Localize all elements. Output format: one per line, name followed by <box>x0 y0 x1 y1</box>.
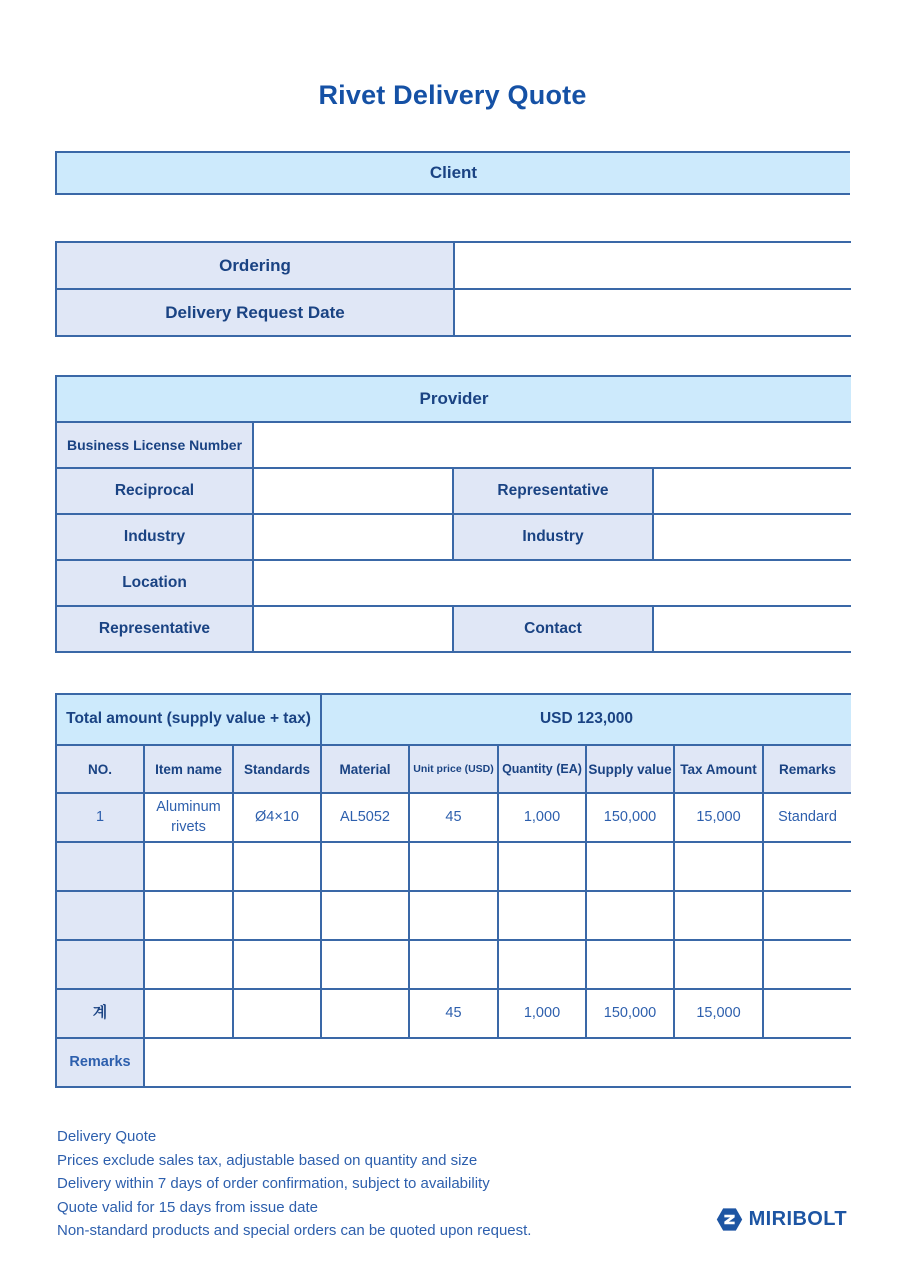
table-row <box>56 560 851 606</box>
col-header-unit-price: Unit price (USD) <box>409 745 498 793</box>
sum-row <box>56 989 851 1038</box>
note-line: Non-standard products and special orders can be quoted upon request. <box>57 1222 532 1239</box>
table-row <box>56 606 851 652</box>
col-header-tax-amount: Tax Amount <box>674 745 763 793</box>
item-name-cell <box>144 940 233 989</box>
representative-value-cell <box>653 468 851 514</box>
item-remarks-cell: Standard <box>763 793 851 842</box>
table-row <box>56 242 851 289</box>
item-standards-cell <box>233 891 321 940</box>
sum-quantity-cell: 1,000 <box>498 989 586 1038</box>
col-header-item-name: Item name <box>144 745 233 793</box>
representative-value-cell-2 <box>253 606 453 652</box>
industry-label-2: Industry <box>453 514 653 560</box>
item-row <box>56 940 851 989</box>
item-row <box>56 891 851 940</box>
industry-label: Industry <box>56 514 253 560</box>
item-tax-amount-cell <box>674 842 763 891</box>
item-material-cell <box>321 940 409 989</box>
hex-nut-bolt-icon <box>716 1207 743 1232</box>
table-row <box>56 468 851 514</box>
reciprocal-value-cell <box>253 468 453 514</box>
location-label: Location <box>56 560 253 606</box>
col-header-quantity: Quantity (EA) <box>498 745 586 793</box>
ordering-value-cell <box>454 242 851 289</box>
item-row <box>56 793 851 842</box>
item-material-cell: AL5052 <box>321 793 409 842</box>
delivery-request-date-value-cell <box>454 289 851 336</box>
note-line: Delivery within 7 days of order confirmation, subject to availability <box>57 1175 490 1192</box>
item-unit-price-cell <box>409 940 498 989</box>
note-line: Delivery Quote <box>57 1128 157 1145</box>
item-supply-value-cell <box>586 842 674 891</box>
item-quantity-cell <box>498 842 586 891</box>
item-material-cell <box>321 891 409 940</box>
remarks-label: Remarks <box>56 1038 144 1087</box>
table-row <box>56 514 851 560</box>
sum-item-name-cell <box>144 989 233 1038</box>
item-name-cell <box>144 891 233 940</box>
item-supply-value-cell <box>586 891 674 940</box>
contact-value-cell <box>653 606 851 652</box>
item-quantity-cell <box>498 940 586 989</box>
item-standards-cell: Ø4×10 <box>233 793 321 842</box>
quote-items-table <box>55 693 851 1088</box>
col-header-no: NO. <box>56 745 144 793</box>
item-no-cell <box>56 940 144 989</box>
item-tax-amount-cell <box>674 891 763 940</box>
col-header-material: Material <box>321 745 409 793</box>
sum-label-cell: 계 <box>56 989 144 1038</box>
item-tax-amount-cell: 15,000 <box>674 793 763 842</box>
col-header-remarks: Remarks <box>763 745 851 793</box>
item-unit-price-cell <box>409 842 498 891</box>
item-no-cell <box>56 842 144 891</box>
business-license-number-label: Business License Number <box>56 422 253 468</box>
item-name-cell: Aluminum rivets <box>144 793 233 842</box>
business-license-number-value-cell <box>253 422 851 468</box>
item-no-cell: 1 <box>56 793 144 842</box>
representative-label: Representative <box>453 468 653 514</box>
item-name-cell <box>144 842 233 891</box>
item-remarks-cell <box>763 842 851 891</box>
provider-section-header: Provider <box>56 376 851 422</box>
item-row <box>56 842 851 891</box>
brand-logo <box>716 1207 847 1232</box>
ordering-label: Ordering <box>56 242 454 289</box>
sum-supply-value-cell: 150,000 <box>586 989 674 1038</box>
note-line: Prices exclude sales tax, adjustable based on quantity and size <box>57 1151 478 1169</box>
sum-material-cell <box>321 989 409 1038</box>
item-unit-price-cell <box>409 891 498 940</box>
provider-info-table <box>55 375 851 653</box>
sum-tax-amount-cell: 15,000 <box>674 989 763 1038</box>
remarks-row <box>56 1038 851 1087</box>
col-header-supply-value: Supply value <box>586 745 674 793</box>
client-info-table <box>55 241 851 337</box>
brand-name: MIRIBOLT <box>748 1208 847 1230</box>
note-line: Quote valid for 15 days from issue date <box>57 1198 318 1216</box>
item-tax-amount-cell <box>674 940 763 989</box>
table-row <box>56 422 851 468</box>
item-remarks-cell <box>763 891 851 940</box>
page-title: Rivet Delivery Quote <box>318 80 587 110</box>
item-quantity-cell <box>498 891 586 940</box>
table-row <box>56 376 851 422</box>
representative-label-2: Representative <box>56 606 253 652</box>
item-standards-cell <box>233 940 321 989</box>
contact-label: Contact <box>453 606 653 652</box>
item-supply-value-cell: 150,000 <box>586 793 674 842</box>
total-amount-row <box>56 694 851 745</box>
remarks-value-cell <box>144 1038 851 1087</box>
total-amount-label: Total amount (supply value + tax) <box>56 694 321 745</box>
item-remarks-cell <box>763 940 851 989</box>
sum-unit-price-cell: 45 <box>409 989 498 1038</box>
reciprocal-label: Reciprocal <box>56 468 253 514</box>
sum-remarks-cell <box>763 989 851 1038</box>
item-quantity-cell: 1,000 <box>498 793 586 842</box>
table-row <box>56 289 851 336</box>
location-value-cell <box>253 560 851 606</box>
item-material-cell <box>321 842 409 891</box>
client-header-label: Client <box>429 163 478 182</box>
item-no-cell <box>56 891 144 940</box>
industry-value-cell <box>253 514 453 560</box>
delivery-request-date-label: Delivery Request Date <box>56 289 454 336</box>
column-header-row <box>56 745 851 793</box>
total-amount-value: USD 123,000 <box>321 694 851 745</box>
item-standards-cell <box>233 842 321 891</box>
client-section-header <box>55 151 850 195</box>
sum-standards-cell <box>233 989 321 1038</box>
item-supply-value-cell <box>586 940 674 989</box>
col-header-standards: Standards <box>233 745 321 793</box>
item-unit-price-cell: 45 <box>409 793 498 842</box>
industry-value-cell-2 <box>653 514 851 560</box>
